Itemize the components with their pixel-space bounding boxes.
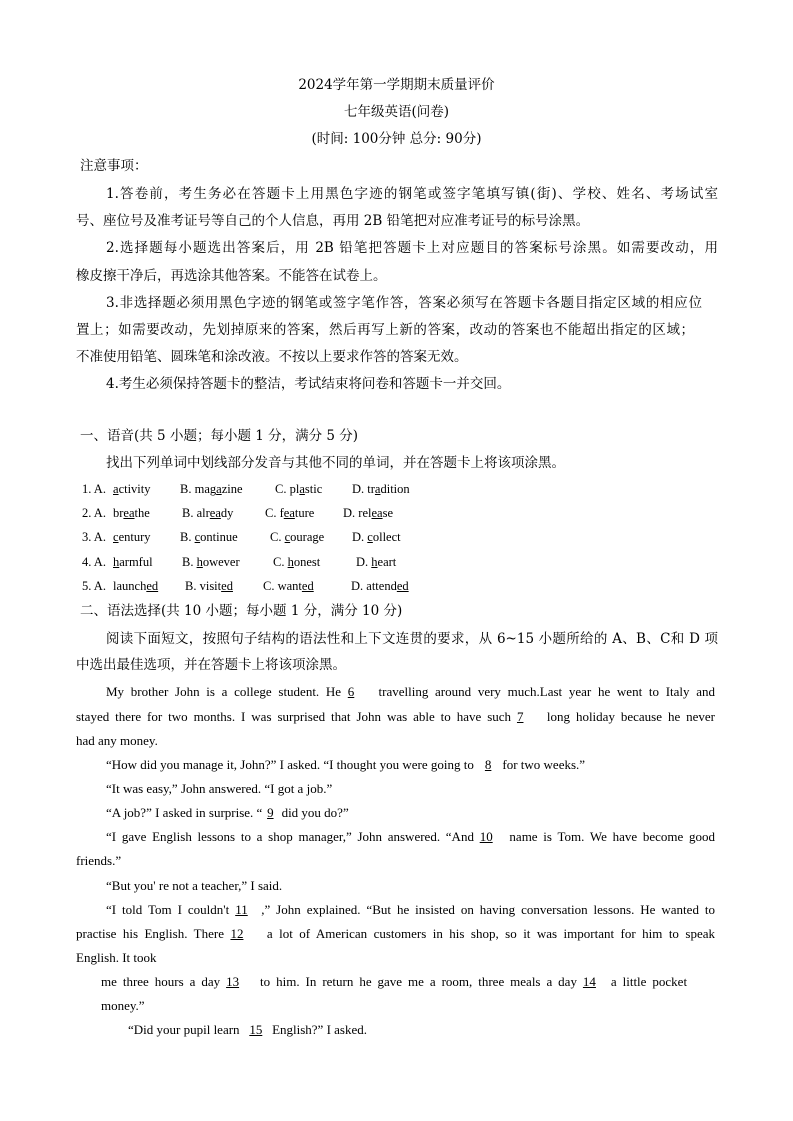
option-c[interactable]: C. plastic [275,482,323,496]
passage-line: “A job?” I asked in surprise. “ 9 did you do?” [106,805,349,820]
passage-line: “I gave English lessons to a shop manager,” John answered. “And 10 name is Tom. We have become good [106,829,716,844]
notice-line: 号、座位号及准考证号等自己的个人信息，再用 2B 铅笔把对应准考证号的标号涂黑。 [76,213,590,229]
blank-12[interactable]: 12 [230,926,244,941]
passage-line: “But you' re not a teacher,” I said. [106,878,283,893]
question-number: 2. A. [82,506,106,520]
notice-line: 橡皮擦干净后，再选涂其他答案。不能答在试卷上。 [76,268,387,284]
option-b[interactable]: B. magazine [180,482,243,496]
passage-line: money.” [101,998,145,1013]
option-d[interactable]: D. collect [352,530,401,544]
option-b[interactable]: B. continue [180,530,238,544]
option-c[interactable]: C. courage [270,530,325,544]
section2-heading: 二、语法选择(共 10 小题；每小题 1 分，满分 10 分) [80,603,403,619]
passage-line: “It was easy,” John answered. “I got a job.” [106,781,333,796]
option-b[interactable]: B. however [182,555,240,569]
notice-heading: 注意事项： [80,158,148,174]
question-number: 3. A. [82,530,106,544]
section2-instruction: 阅读下面短文，按照句子结构的语法性和上下文连贯的要求，从 6~15 小题所给的 A、B、C和 D 项 [106,631,718,647]
passage-line: friends.” [76,853,122,868]
blank-15[interactable]: 15 [249,1022,263,1037]
blank-11[interactable]: 11 [235,902,248,917]
passage-line: “How did you manage it, John?” I asked. “I thought you were going to 8 for two weeks.” [106,757,586,772]
section2-instruction: 中选出最佳选项，并在答题卡上将该项涂黑。 [76,657,346,673]
option-d[interactable]: D. tradition [352,482,410,496]
passage-line: me three hours a day 13 to him. In return he gave me a room, three meals a day 14 a little pocket [101,974,688,989]
option-a[interactable]: activity [113,482,151,496]
option-a[interactable]: breathe [113,506,150,520]
notice-line: 4.考生必须保持答题卡的整洁，考试结束将问卷和答题卡一并交回。 [106,376,511,392]
option-a[interactable]: century [113,530,151,544]
notice-line: 2.选择题每小题选出答案后，用 2B 铅笔把答题卡上对应题目的答案标号涂黑。如需要改动，用 [106,240,718,256]
passage-line: English. It took [76,950,157,965]
section1-heading: 一、语音(共 5 小题；每小题 1 分，满分 5 分) [80,428,359,444]
blank-8[interactable]: 8 [484,757,492,772]
passage-line: practise his English. There 12 a lot of American customers in his shop, so it was important for him to speak [76,926,715,941]
notice-line: 置上；如需要改动，先划掉原来的答案，然后再写上新的答案，改动的答案也不能超出指定的区域； [76,322,694,338]
blank-7[interactable]: 7 [516,709,524,724]
option-c[interactable]: C. honest [273,555,321,569]
exam-title: 2024学年第一学期期末质量评价 [298,77,495,93]
option-d[interactable]: D. heart [356,555,397,569]
passage-line: had any money. [76,733,158,748]
option-c[interactable]: C. feature [265,506,315,520]
notice-line: 3.非选择题必须用黑色字迹的钢笔或签字笔作答，答案必须写在答题卡各题目指定区域的相应位 [106,295,702,311]
option-b[interactable]: B. visited [185,579,233,593]
notice-line: 不准使用铅笔、圆珠笔和涂改液。不按以上要求作答的答案无效。 [76,349,468,365]
notice-line: 1.答卷前，考生务必在答题卡上用黑色字迹的钢笔或签字笔填写镇(街)、学校、姓名、考场试室 [106,186,718,202]
passage-line: “I told Tom I couldn't 11 ,” John explained. “But he insisted on having conversation lessons. He wanted to [106,902,716,917]
blank-10[interactable]: 10 [479,829,493,844]
passage-line: stayed there for two months. I was surprised that John was able to have such 7 long holiday because he never [76,709,716,724]
passage-line: “Did your pupil learn 15 English?” I asked. [128,1022,368,1037]
option-a[interactable]: launched [113,579,159,593]
blank-6[interactable]: 6 [347,684,355,699]
option-c[interactable]: C. wanted [263,579,314,593]
blank-13[interactable]: 13 [226,974,240,989]
option-d[interactable]: D. release [343,506,393,520]
exam-subtitle: 七年级英语(问卷) [343,104,450,120]
blank-14[interactable]: 14 [582,974,596,989]
question-number: 4. A. [82,555,106,569]
blank-9[interactable]: 9 [267,805,274,820]
option-b[interactable]: B. already [182,506,234,520]
section1-instruction: 找出下列单词中划线部分发音与其他不同的单词，并在答题卡上将该项涂黑。 [106,455,565,471]
question-number: 1. A. [82,482,106,496]
option-d[interactable]: D. attended [351,579,409,593]
passage-line: My brother John is a college student. He 6 travelling around very much.Last year he went to Italy and [106,684,716,699]
question-number: 5. A. [82,579,106,593]
exam-time-info: (时间: 100分钟 总分: 90分) [311,131,482,147]
option-a[interactable]: harmful [113,555,153,569]
